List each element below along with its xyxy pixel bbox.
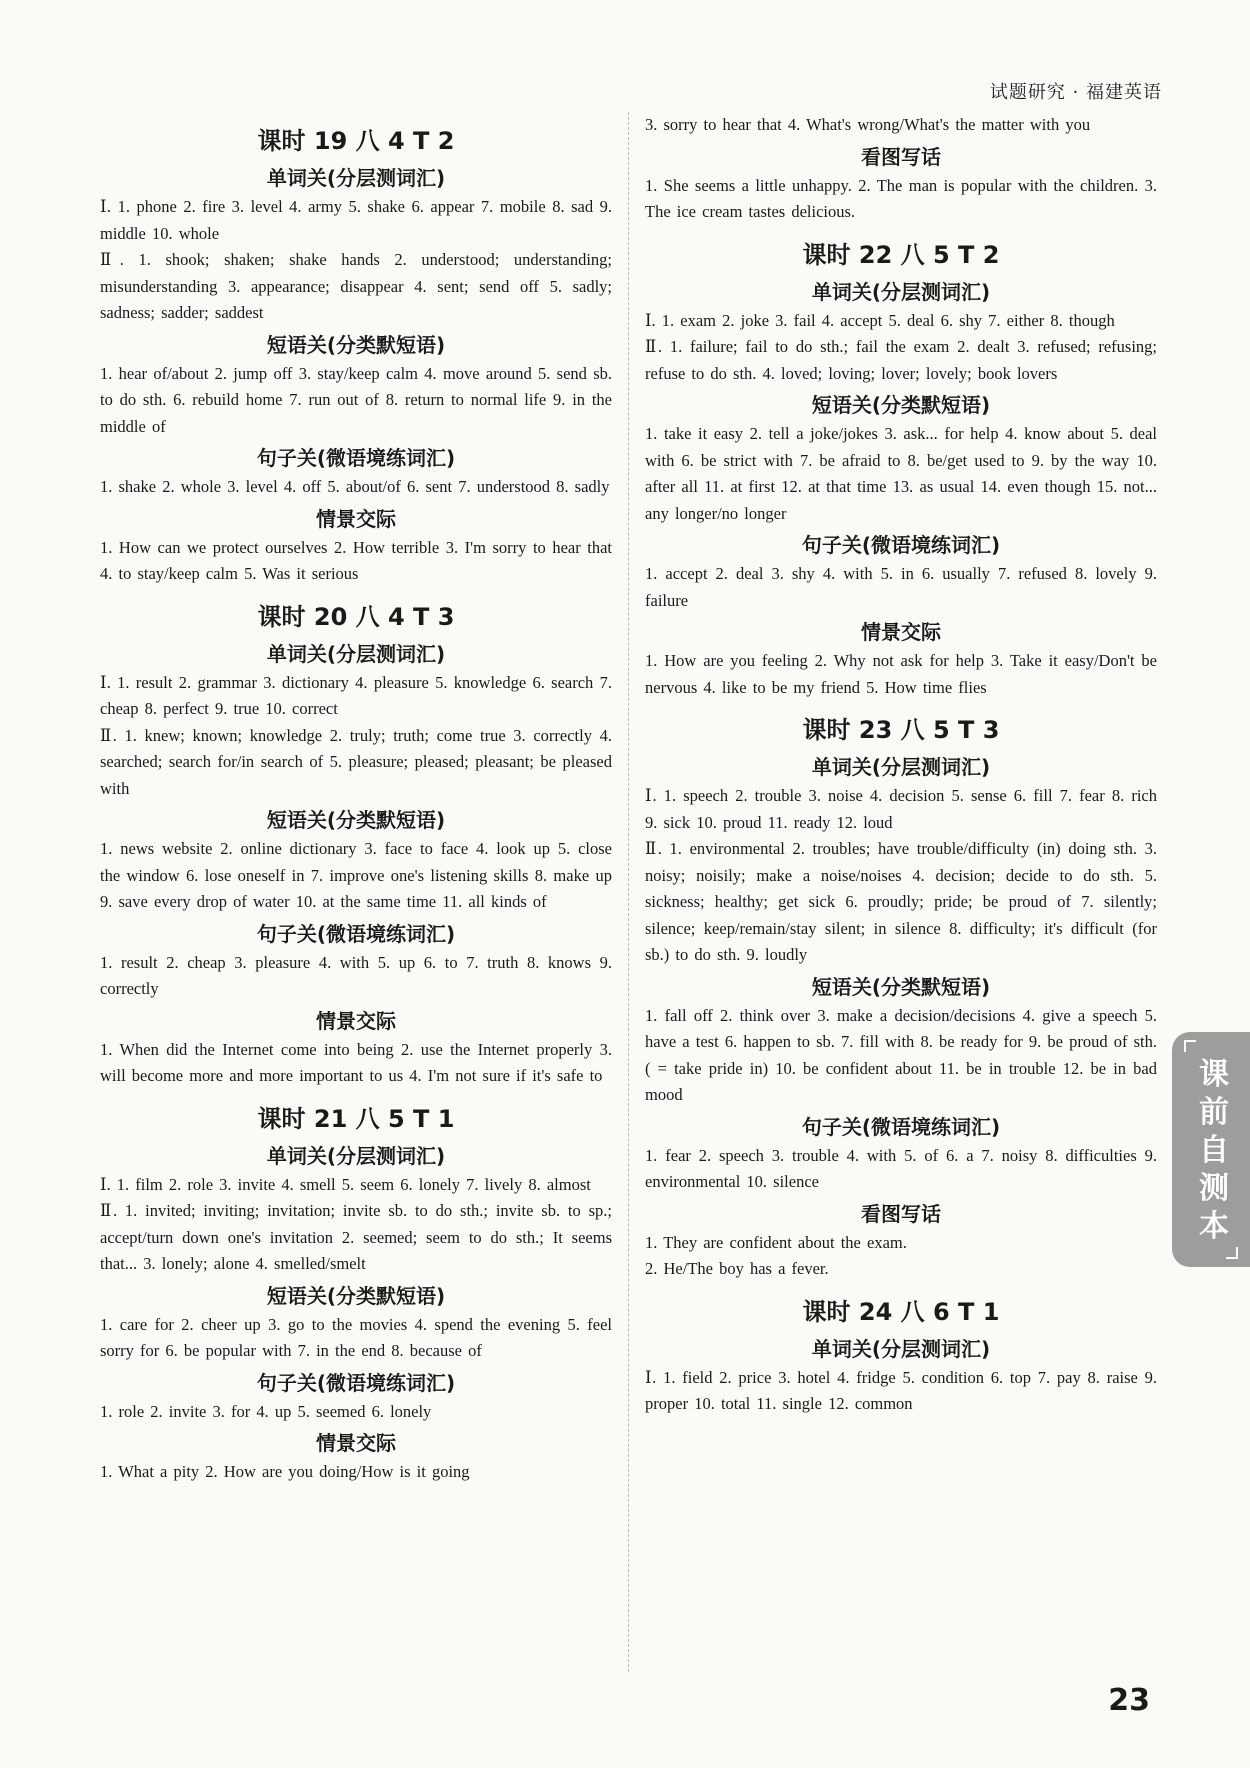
answer-paragraph: Ⅰ. 1. result 2. grammar 3. dictionary 4. pleasure 5. knowledge 6. search 7. cheap 8. perfect 9. true 10. correct [100,672,612,718]
answer-paragraph: 1. How can we protect ourselves 2. How terrible 3. I'm sorry to hear that 4. to stay/keep calm 5. Was it serious [100,537,612,583]
lesson-title: 课时 24 八 6 T 1 [802,1297,1000,1326]
answer-paragraph: 1. fear 2. speech 3. trouble 4. with 5. of 6. a 7. noisy 8. difficulties 9. environmental 10. silence [645,1145,1157,1191]
section-heading: 单词关(分层测词汇) [811,279,991,304]
answer-paragraph: Ⅰ. 1. field 2. price 3. hotel 4. fridge 5. condition 6. top 7. pay 8. raise 9. proper 10. total 11. single 12. common [645,1367,1157,1413]
section-heading: 单词关(分层测词汇) [811,1336,991,1361]
tab-corner-icon [1226,1247,1238,1259]
section-heading: 短语关(分类默短语) [266,808,446,832]
section-heading: 句子关(微语境练词汇) [801,533,1001,557]
lesson-title: 课时 23 八 5 T 3 [802,716,1000,744]
answer-paragraph: Ⅱ. 1. knew; known; knowledge 2. truly; truth; come true 3. correctly 4. searched; search for/in search of 5. pleasure; pleased; pleasant; be pleased with [100,725,612,798]
section-heading: 句子关(微语境练词汇) [256,921,456,946]
answer-paragraph: 1. She seems a little unhappy. 2. The man is popular with the children. 3. The ice cream tastes delicious. [645,175,1157,221]
answer-paragraph: 1. result 2. cheap 3. pleasure 4. with 5. up 6. to 7. truth 8. knows 9. correctly [100,952,612,998]
answer-paragraph: 1. fall off 2. think over 3. make a decision/decisions 4. give a speech 5. have a test 6. happen to sb. 7. fill with 8. be ready for 9. be proud of sth. ( = take pride in) 10. be confident about 11. be in trouble 12. be in bad mood [645,1005,1157,1104]
answer-paragraph: 1. accept 2. deal 3. shy 4. with 5. in 6. usually 7. refused 8. lovely 9. failure [645,564,1157,610]
lesson-title: 课时 20 八 4 T 3 [257,602,455,631]
section-heading: 单词关(分层测词汇) [266,641,446,666]
section-heading: 单词关(分层测词汇) [266,1143,446,1168]
section-heading: 单词关(分层测词汇) [266,166,446,190]
answer-paragraph: 2. He/The boy has a fever. [645,1259,829,1278]
section-heading: 句子关(微语境练词汇) [256,446,456,470]
section-heading: 短语关(分类默短语) [266,332,446,357]
answer-paragraph: Ⅰ. 1. speech 2. trouble 3. noise 4. decision 5. sense 6. fill 7. fear 8. rich 9. sick 10. proud 11. ready 12. loud [645,786,1157,832]
answer-paragraph: 1. hear of/about 2. jump off 3. stay/keep calm 4. move around 5. send sb. to do sth. 6. rebuild home 7. run out of 8. return to normal life 9. in the middle of [100,363,612,436]
answer-paragraph: 1. They are confident about the exam. [645,1232,907,1252]
answer-paragraph: Ⅰ. 1. phone 2. fire 3. level 4. army 5. shake 6. appear 7. mobile 8. sad 9. middle 10. whole [100,197,612,243]
column-divider [628,112,629,1672]
section-heading: 情景交际 [316,1431,396,1455]
answer-paragraph: Ⅱ. 1. shook; shaken; shake hands 2. understood; understanding; misunderstanding 3. appearance; disappear 4. sent; send off 5. sadly; sadness; sadder; saddest [100,250,612,322]
answer-paragraph: Ⅰ. 1. film 2. role 3. invite 4. smell 5. seem 6. lonely 7. lively 8. almost [100,1174,591,1194]
section-heading: 情景交际 [861,620,941,644]
answer-paragraph: Ⅱ. 1. invited; inviting; invitation; invite sb. to do sth.; invite sb. to sp.; accept/turn down one's invitation 2. seemed; seem to do sth.; It seems that... 3. lonely; alone 4. smelled/smelt [100,1201,612,1273]
answer-paragraph: 1. role 2. invite 3. for 4. up 5. seemed 6. lonely [100,1401,432,1421]
right-column [645,112,1157,1418]
answer-paragraph: Ⅰ. 1. exam 2. joke 3. fail 4. accept 5. deal 6. shy 7. either 8. though [645,310,1115,330]
page-number: 23 [1108,1683,1150,1718]
lesson-title: 课时 21 八 5 T 1 [257,1104,455,1133]
answer-paragraph: 1. shake 2. whole 3. level 4. off 5. about/of 6. sent 7. understood 8. sadly [100,477,610,496]
answer-paragraph: 1. news website 2. online dictionary 3. face to face 4. look up 5. close the window 6. lose oneself in 7. improve one's listening skills 8. make up 9. save every drop of water 10. at the same time 11. all kinds of [100,839,612,911]
answer-paragraph: 3. sorry to hear that 4. What's wrong/What's the matter with you [645,115,1091,134]
tab-corner-icon [1184,1040,1196,1052]
sidebar-tab-label: 课前自测本 [1199,1057,1229,1244]
answer-paragraph: Ⅱ. 1. environmental 2. troubles; have trouble/difficulty (in) doing sth. 3. noisy; noisily; make a noise/noises 4. decision; decide to do sth. 5. sickness; healthy; get sick 6. proudly; pride; be proud of 7. silently; silence; keep/remain/stay silent; in silence 8. difficulty; it's difficult (for sb.) to do sth. 9. loudly [645,839,1157,964]
section-heading: 看图写话 [861,1201,941,1226]
section-heading: 句子关(微语境练词汇) [801,1114,1001,1139]
section-heading: 短语关(分类默短语) [266,1283,446,1308]
section-heading: 短语关(分类默短语) [811,393,991,417]
answer-paragraph: 1. care for 2. cheer up 3. go to the movies 4. spend the evening 5. feel sorry for 6. be popular with 7. in the end 8. because of [100,1314,612,1360]
section-heading: 单词关(分层测词汇) [811,755,991,779]
answer-paragraph: 1. take it easy 2. tell a joke/jokes 3. ask... for help 4. know about 5. deal with 6. be strict with 7. be afraid to 8. be/get used to 9. by the way 10. after all 11. at first 12. at that time 13. as usual 14. even though 15. not... any longer/no longer [645,424,1157,523]
answer-paragraph: 1. What a pity 2. How are you doing/How is it going [100,1462,470,1481]
section-heading: 情景交际 [316,506,396,531]
lesson-title: 课时 22 八 5 T 2 [802,240,1000,269]
answer-paragraph: 1. When did the Internet come into being 2. use the Internet properly 3. will become more and more important to us 4. I'm not sure if it's safe to [100,1039,612,1085]
answer-paragraph: Ⅱ. 1. failure; fail to do sth.; fail the exam 2. dealt 3. refused; refusing; refuse to do sth. 4. loved; loving; lover; lovely; book lovers [645,337,1157,383]
section-heading: 看图写话 [861,144,941,169]
left-column [100,112,612,1486]
section-heading: 情景交际 [316,1008,396,1033]
answer-paragraph: 1. How are you feeling 2. Why not ask for help 3. Take it easy/Don't be nervous 4. like to be my friend 5. How time flies [645,651,1157,697]
page-header: 试题研究 · 福建英语 [989,82,1162,103]
section-heading: 短语关(分类默短语) [811,974,991,999]
lesson-title: 课时 19 八 4 T 2 [257,127,455,155]
section-heading: 句子关(微语境练词汇) [256,1370,456,1395]
sidebar-tab [1172,1032,1250,1267]
